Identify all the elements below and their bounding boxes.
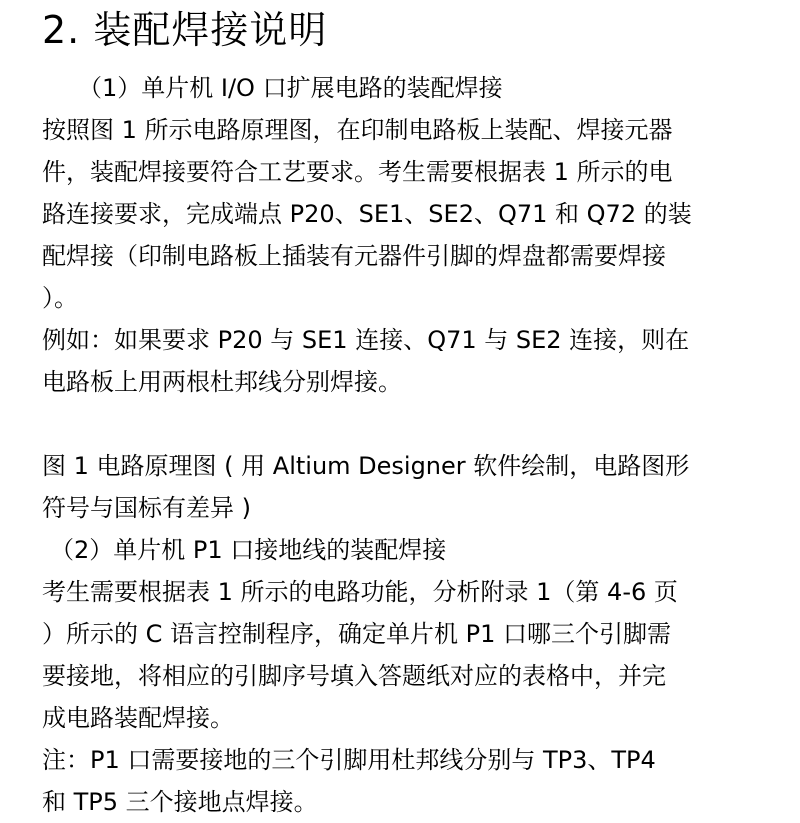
note-line: 注：P1 口需要接地的三个引脚用杜邦线分别与 TP3、TP4 <box>42 746 656 774</box>
figure-caption: 图 1 电路原理图 ( 用 Altium Designer 软件绘制，电路图形 <box>42 452 690 480</box>
subsection-2-title: （2）单片机 P1 口接地线的装配焊接 <box>50 536 447 564</box>
paragraph-line: 按照图 1 所示电路原理图，在印制电路板上装配、焊接元器 <box>42 116 673 144</box>
figure-caption: 符号与国标有差异 ) <box>42 494 251 522</box>
paragraph-line: 配焊接（印制电路板上插装有元器件引脚的焊盘都需要焊接 <box>42 242 666 270</box>
example-line: 例如：如果要求 P20 与 SE1 连接、Q71 与 SE2 连接，则在 <box>42 326 690 354</box>
subsection-1-title: （1）单片机 I/O 口扩展电路的装配焊接 <box>78 74 503 102</box>
paragraph-line: 件，装配焊接要符合工艺要求。考生需要根据表 1 所示的电 <box>42 158 673 186</box>
paragraph-line: 要接地，将相应的引脚序号填入答题纸对应的表格中，并完 <box>42 662 666 690</box>
paragraph-line: ）。 <box>42 284 78 312</box>
note-line: 和 TP5 三个接地点焊接。 <box>42 788 318 816</box>
section-heading: 2. 装配焊接说明 <box>42 8 328 52</box>
example-line: 电路板上用两根杜邦线分别焊接。 <box>42 368 402 396</box>
paragraph-line: 考生需要根据表 1 所示的电路功能，分析附录 1（第 4-6 页 <box>42 578 678 606</box>
paragraph-line: 路连接要求，完成端点 P20、SE1、SE2、Q71 和 Q72 的装 <box>42 200 692 228</box>
paragraph-line: ）所示的 C 语言控制程序，确定单片机 P1 口哪三个引脚需 <box>42 620 672 648</box>
paragraph-line: 成电路装配焊接。 <box>42 704 234 732</box>
